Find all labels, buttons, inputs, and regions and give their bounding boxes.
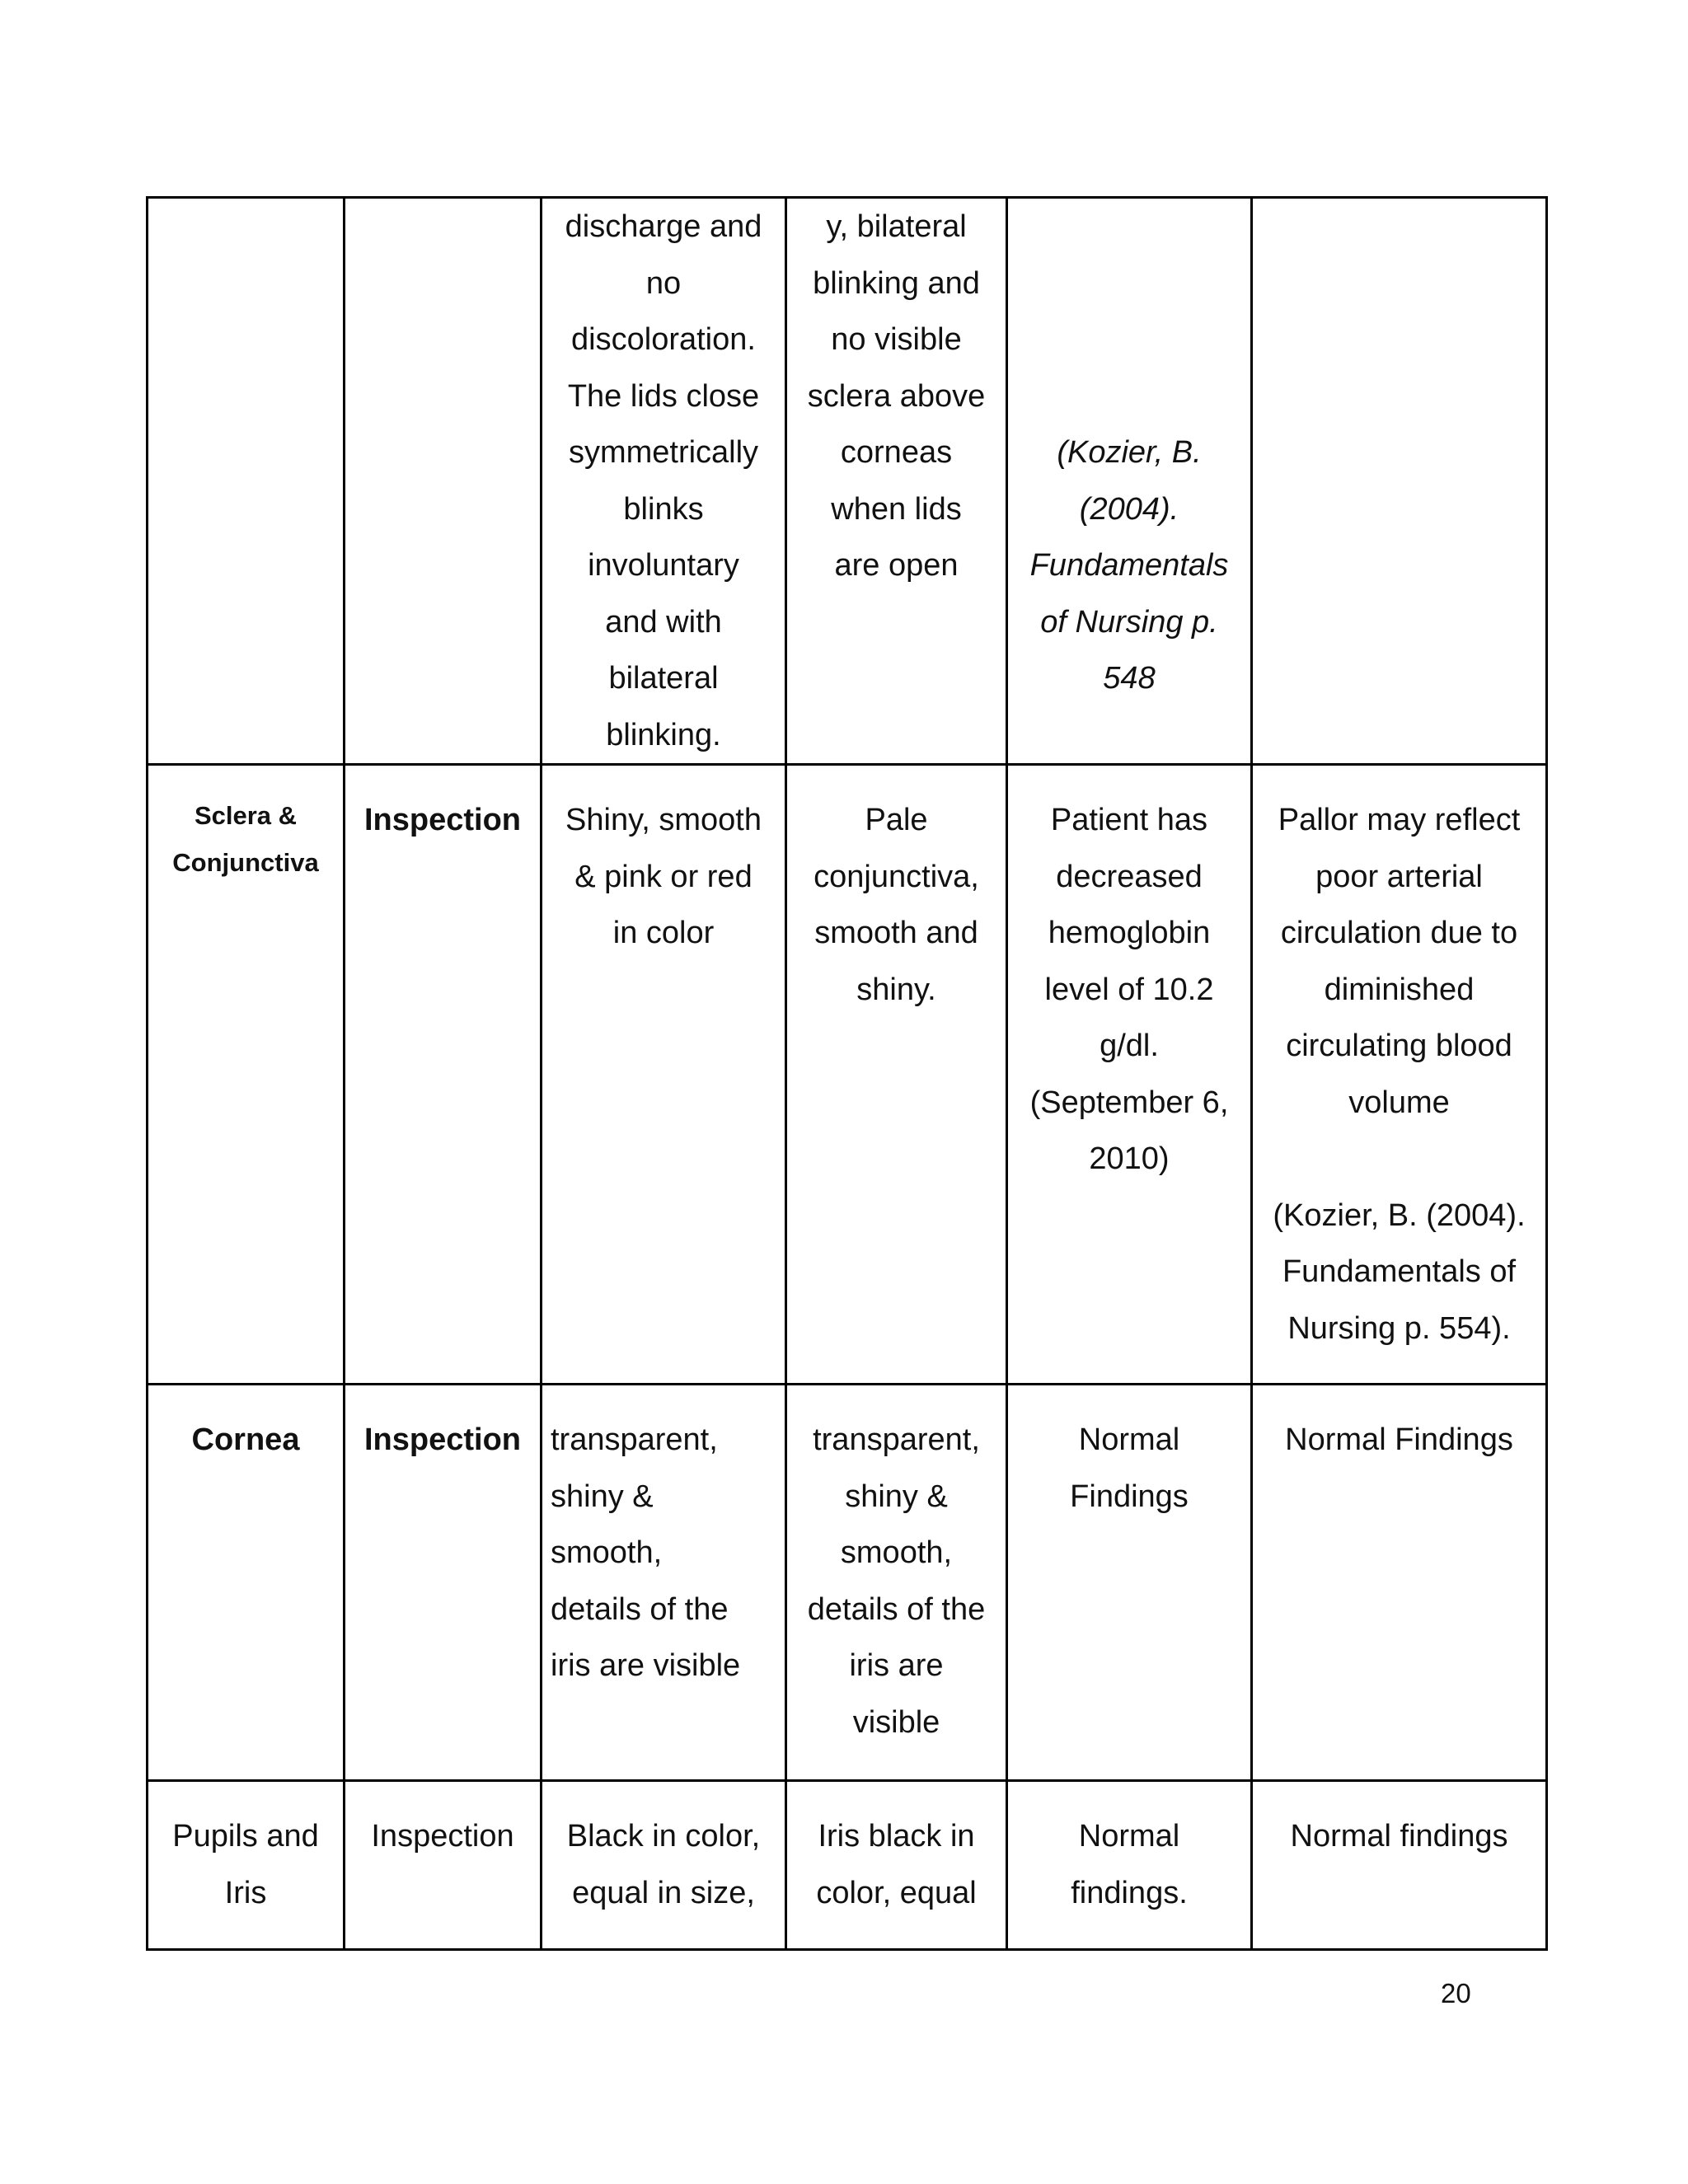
analysis-cell bbox=[1007, 1781, 1252, 1950]
text-line: Findings bbox=[1070, 1479, 1189, 1514]
text-line: no visible bbox=[831, 322, 962, 357]
table-row bbox=[148, 765, 1547, 1385]
text-line: shiny & bbox=[845, 1479, 948, 1514]
citation-line: Fundamentals of bbox=[1282, 1254, 1517, 1289]
area-label: Cornea bbox=[191, 1422, 300, 1457]
text-line: bilateral bbox=[608, 661, 719, 696]
area-label: Iris bbox=[224, 1875, 267, 1910]
text-line: Patient has bbox=[1050, 803, 1208, 837]
text-line: smooth, bbox=[840, 1535, 953, 1570]
text-line: diminished bbox=[1324, 972, 1475, 1007]
text-line: details of the bbox=[551, 1591, 729, 1627]
text-line: symmetrically bbox=[568, 435, 759, 470]
text-line: conjunctiva, bbox=[814, 859, 979, 894]
text-line: circulating blood bbox=[1286, 1029, 1512, 1063]
citation-line: Nursing p. 554). bbox=[1287, 1310, 1511, 1346]
text-line: (September 6, bbox=[1029, 1085, 1229, 1120]
text-line: sclera above bbox=[807, 378, 986, 414]
area-cell bbox=[148, 198, 345, 765]
actual-findings-cell bbox=[786, 1781, 1007, 1950]
analysis-cell bbox=[1007, 198, 1252, 765]
text-line: smooth, bbox=[551, 1535, 663, 1570]
text-line: Iris black in bbox=[818, 1819, 975, 1854]
text-line: circulation due to bbox=[1280, 916, 1518, 950]
text-line: Shiny, smooth bbox=[565, 803, 762, 837]
area-label: Conjunctiva bbox=[172, 848, 319, 877]
text-line: transparent, bbox=[551, 1422, 718, 1457]
text-line: discharge and bbox=[565, 209, 762, 244]
text-line: Normal Findings bbox=[1285, 1422, 1513, 1457]
normal-findings-cell bbox=[542, 1781, 786, 1950]
text-line: iris are bbox=[849, 1648, 944, 1683]
citation-line: 548 bbox=[1103, 661, 1156, 696]
citation-line: (Kozier, B. bbox=[1057, 435, 1202, 470]
normal-findings-cell bbox=[542, 765, 786, 1385]
text-line: g/dl. bbox=[1100, 1029, 1159, 1063]
rationale-cell bbox=[1252, 198, 1547, 765]
text-line: findings. bbox=[1071, 1875, 1188, 1910]
text-line: equal in size, bbox=[572, 1875, 755, 1910]
text-line: no bbox=[645, 265, 682, 301]
citation-line: of Nursing p. bbox=[1040, 604, 1218, 640]
method-cell bbox=[345, 1781, 542, 1950]
text-line: visible bbox=[852, 1704, 940, 1740]
page-number: 20 bbox=[1441, 1978, 1471, 2008]
text-line: corneas bbox=[840, 435, 953, 470]
text-line: decreased bbox=[1056, 859, 1203, 894]
area-cell bbox=[148, 1781, 345, 1950]
text-line: shiny. bbox=[856, 972, 936, 1007]
text-line: color, equal bbox=[816, 1875, 977, 1910]
text-line: & pink or red bbox=[574, 859, 753, 894]
text-line: 2010) bbox=[1089, 1141, 1170, 1176]
analysis-cell bbox=[1007, 1385, 1252, 1781]
text-line: in color bbox=[612, 916, 715, 950]
text-line: transparent, bbox=[813, 1422, 980, 1457]
method-cell bbox=[345, 1385, 542, 1781]
rationale-cell bbox=[1252, 1781, 1547, 1950]
rationale-cell bbox=[1252, 1385, 1547, 1781]
text-line: The lids close bbox=[567, 378, 760, 414]
area-cell bbox=[148, 1385, 345, 1781]
text-line: blinking and bbox=[813, 265, 980, 301]
text-line: smooth and bbox=[814, 916, 978, 950]
table-row bbox=[148, 1781, 1547, 1950]
area-label: Pupils and bbox=[172, 1819, 319, 1854]
text-line: details of the bbox=[807, 1591, 986, 1627]
text-line: when lids bbox=[831, 491, 962, 527]
text-line: volume bbox=[1348, 1085, 1450, 1120]
text-line: and with bbox=[605, 604, 722, 640]
assessment-table bbox=[146, 196, 1548, 1951]
actual-findings-cell bbox=[786, 765, 1007, 1385]
method-cell bbox=[345, 765, 542, 1385]
text-line: Normal bbox=[1078, 1819, 1180, 1854]
citation-line: Fundamentals bbox=[1029, 548, 1229, 583]
table-row bbox=[148, 198, 1547, 765]
citation-line: (2004). bbox=[1079, 491, 1179, 527]
text-line: are open bbox=[834, 548, 959, 583]
text-line: Normal bbox=[1078, 1422, 1180, 1457]
method-label: Inspection bbox=[363, 803, 522, 837]
method-label: Inspection bbox=[363, 1422, 522, 1457]
text-line: discoloration. bbox=[571, 322, 756, 357]
text-line: y, bilateral bbox=[826, 209, 967, 244]
text-line: Black in color, bbox=[566, 1819, 761, 1854]
rationale-cell bbox=[1252, 765, 1547, 1385]
area-label: Sclera & bbox=[194, 801, 298, 830]
actual-findings-cell bbox=[786, 198, 1007, 765]
method-cell bbox=[345, 198, 542, 765]
normal-findings-cell bbox=[542, 198, 786, 765]
actual-findings-cell bbox=[786, 1385, 1007, 1781]
text-line: iris are visible bbox=[551, 1648, 741, 1683]
text-line: poor arterial bbox=[1315, 859, 1483, 894]
text-line: Pallor may reflect bbox=[1278, 803, 1521, 837]
text-line: involuntary bbox=[588, 548, 739, 583]
citation-line: (Kozier, B. (2004). bbox=[1273, 1197, 1526, 1233]
text-line: Pale bbox=[865, 803, 928, 837]
method-label: Inspection bbox=[371, 1819, 514, 1854]
area-cell bbox=[148, 765, 345, 1385]
text-line: shiny & bbox=[551, 1479, 654, 1514]
analysis-cell bbox=[1007, 765, 1252, 1385]
text-line: hemoglobin bbox=[1048, 916, 1211, 950]
text-line: blinks bbox=[623, 491, 704, 527]
text-line: level of 10.2 bbox=[1044, 972, 1214, 1007]
text-line: blinking. bbox=[606, 717, 721, 752]
table-row bbox=[148, 1385, 1547, 1781]
normal-findings-cell bbox=[542, 1385, 786, 1781]
text-line: Normal findings bbox=[1290, 1819, 1508, 1854]
